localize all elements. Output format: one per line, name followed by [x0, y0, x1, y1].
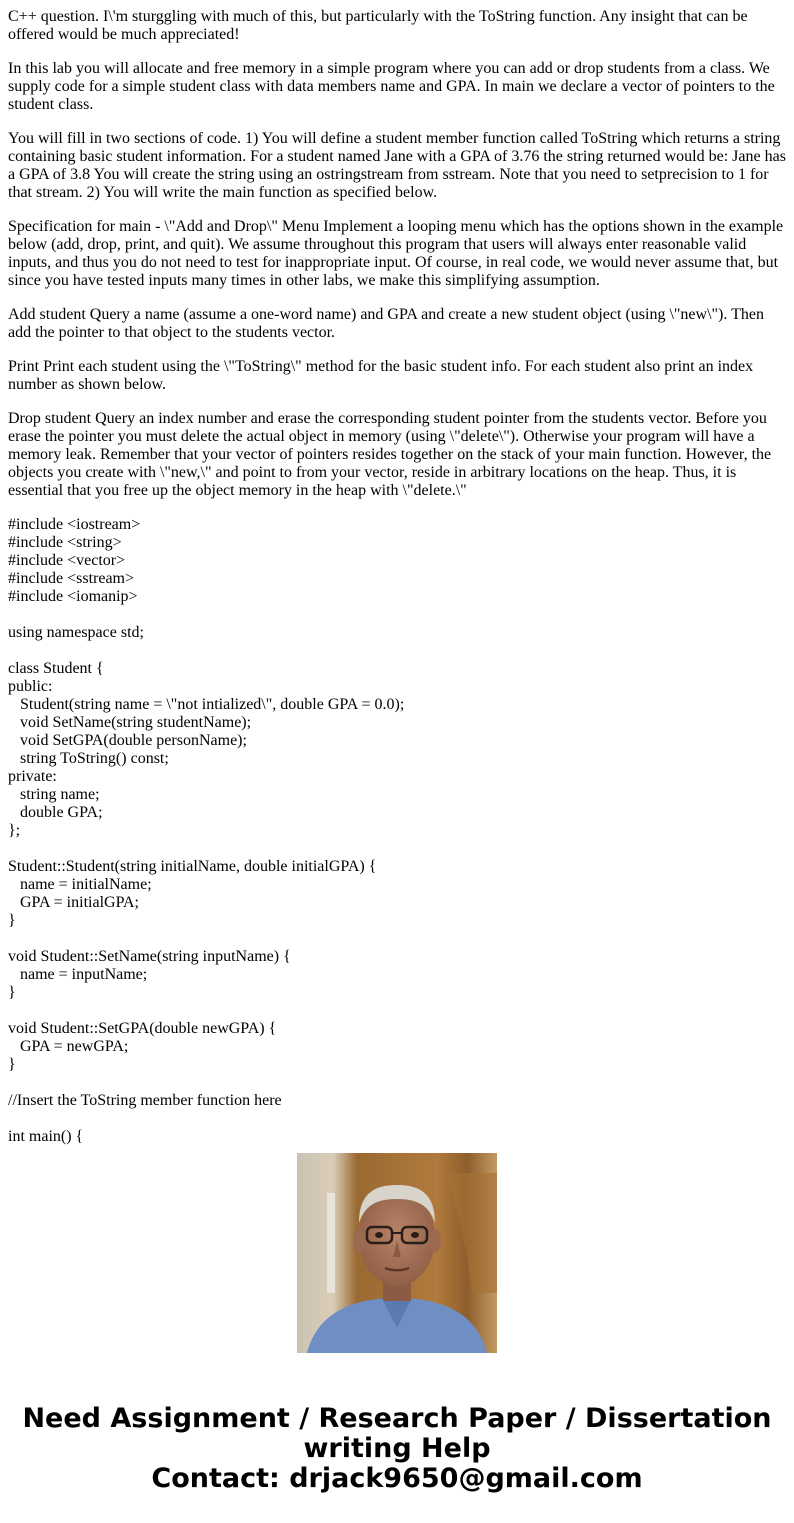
drop-student-spec: Drop student Query an index number and erase the corresponding student pointer from the students vector. Before you erase the pointer you must delete the actual object in memory (using \"delete\"). Otherwise your program will have a memory leak. Remember that your vector of pointers resides together on the stack of your main function. However, the objects you create with \"new,\" and point to from your vector, reside in arbitrary locations on the heap. Thus, it is essential that you free up the object memory in the heap with \"delete.\" — [8, 410, 772, 499]
code-line — [8, 606, 788, 624]
main-specification: Specification for main - \"Add and Drop\" Menu Implement a looping menu which has the options shown in the example below (add, drop, print, and quit). We assume throughout this program that users will always enter reasonable valid inputs, and thus you do not need to test for inappropriate input. Of course, in real code, we would never assume that, but since you have tested inputs many times in other labs, we make this simplifying assumption. — [8, 218, 784, 289]
question-intro: C++ question. I\'m sturggling with much of this, but particularly with the ToString function. Any insight that can be offered would be much appreciated! — [8, 8, 748, 43]
code-line: } — [8, 984, 16, 1001]
code-line: #include <iomanip> — [8, 588, 138, 605]
code-line — [8, 1002, 788, 1020]
code-line: } — [8, 1056, 16, 1073]
lab-description: In this lab you will allocate and free memory in a simple program where you can add or drop students from a class. We supply code for a simple student class with data members name and GPA. In main we declare a vector of pointers to the student class. — [8, 60, 775, 113]
code-line: class Student { — [8, 660, 104, 677]
code-line: void SetGPA(double personName); — [8, 732, 247, 749]
code-line: void Student::SetName(string inputName) { — [8, 948, 291, 965]
contact-email: Contact: drjack9650@gmail.com — [151, 1463, 643, 1494]
code-line: } — [8, 912, 16, 929]
add-student-spec: Add student Query a name (assume a one-word name) and GPA and create a new student object (using \"new\"). Then add the pointer to that object to the students vector. — [8, 306, 764, 341]
code-line: //Insert the ToString member function here — [8, 1092, 282, 1109]
code-line: GPA = initialGPA; — [8, 894, 139, 911]
code-line — [8, 642, 788, 660]
code-line: }; — [8, 822, 21, 839]
code-line: #include <sstream> — [8, 570, 135, 587]
code-line — [8, 1110, 788, 1128]
code-listing — [8, 516, 788, 1146]
code-line — [8, 840, 788, 858]
contact-banner — [0, 1404, 794, 1494]
code-line — [8, 1074, 788, 1092]
code-line: void SetName(string studentName); — [8, 714, 252, 731]
code-line: #include <iostream> — [8, 516, 141, 533]
banner-line-1: Need Assignment / Research Paper / Dissertation — [22, 1403, 772, 1434]
code-line: int main() { — [8, 1128, 84, 1145]
code-line: GPA = newGPA; — [8, 1038, 129, 1055]
code-line — [8, 930, 788, 948]
author-photo — [297, 1153, 497, 1353]
code-line: public: — [8, 678, 53, 695]
code-line: string name; — [8, 786, 100, 803]
code-line: void Student::SetGPA(double newGPA) { — [8, 1020, 277, 1037]
code-line: private: — [8, 768, 57, 785]
code-line: name = inputName; — [8, 966, 148, 983]
print-spec: Print Print each student using the \"ToString\" method for the basic student info. For each student also print an index number as shown below. — [8, 358, 754, 393]
code-line: #include <vector> — [8, 552, 126, 569]
code-line: Student::Student(string initialName, double initialGPA) { — [8, 858, 377, 875]
portrait-image — [297, 1153, 497, 1353]
banner-line-2: writing Help — [303, 1433, 491, 1464]
task-overview: You will fill in two sections of code. 1) You will define a student member function called ToString which returns a string containing basic student information. For a student named Jane with a GPA of 3.76 the string returned would be: Jane has a GPA of 3.8 You will create the string using an ostringstream from sstream. Note that you need to setprecision to 1 for that stream. 2) You will write the main function as specified below. — [8, 130, 786, 201]
code-line: double GPA; — [8, 804, 103, 821]
code-line: Student(string name = \"not intialized\", double GPA = 0.0); — [8, 696, 405, 713]
code-line: using namespace std; — [8, 624, 144, 641]
question-content — [8, 8, 788, 1145]
code-line: #include <string> — [8, 534, 122, 551]
code-line: name = initialName; — [8, 876, 152, 893]
code-line: string ToString() const; — [8, 750, 169, 767]
